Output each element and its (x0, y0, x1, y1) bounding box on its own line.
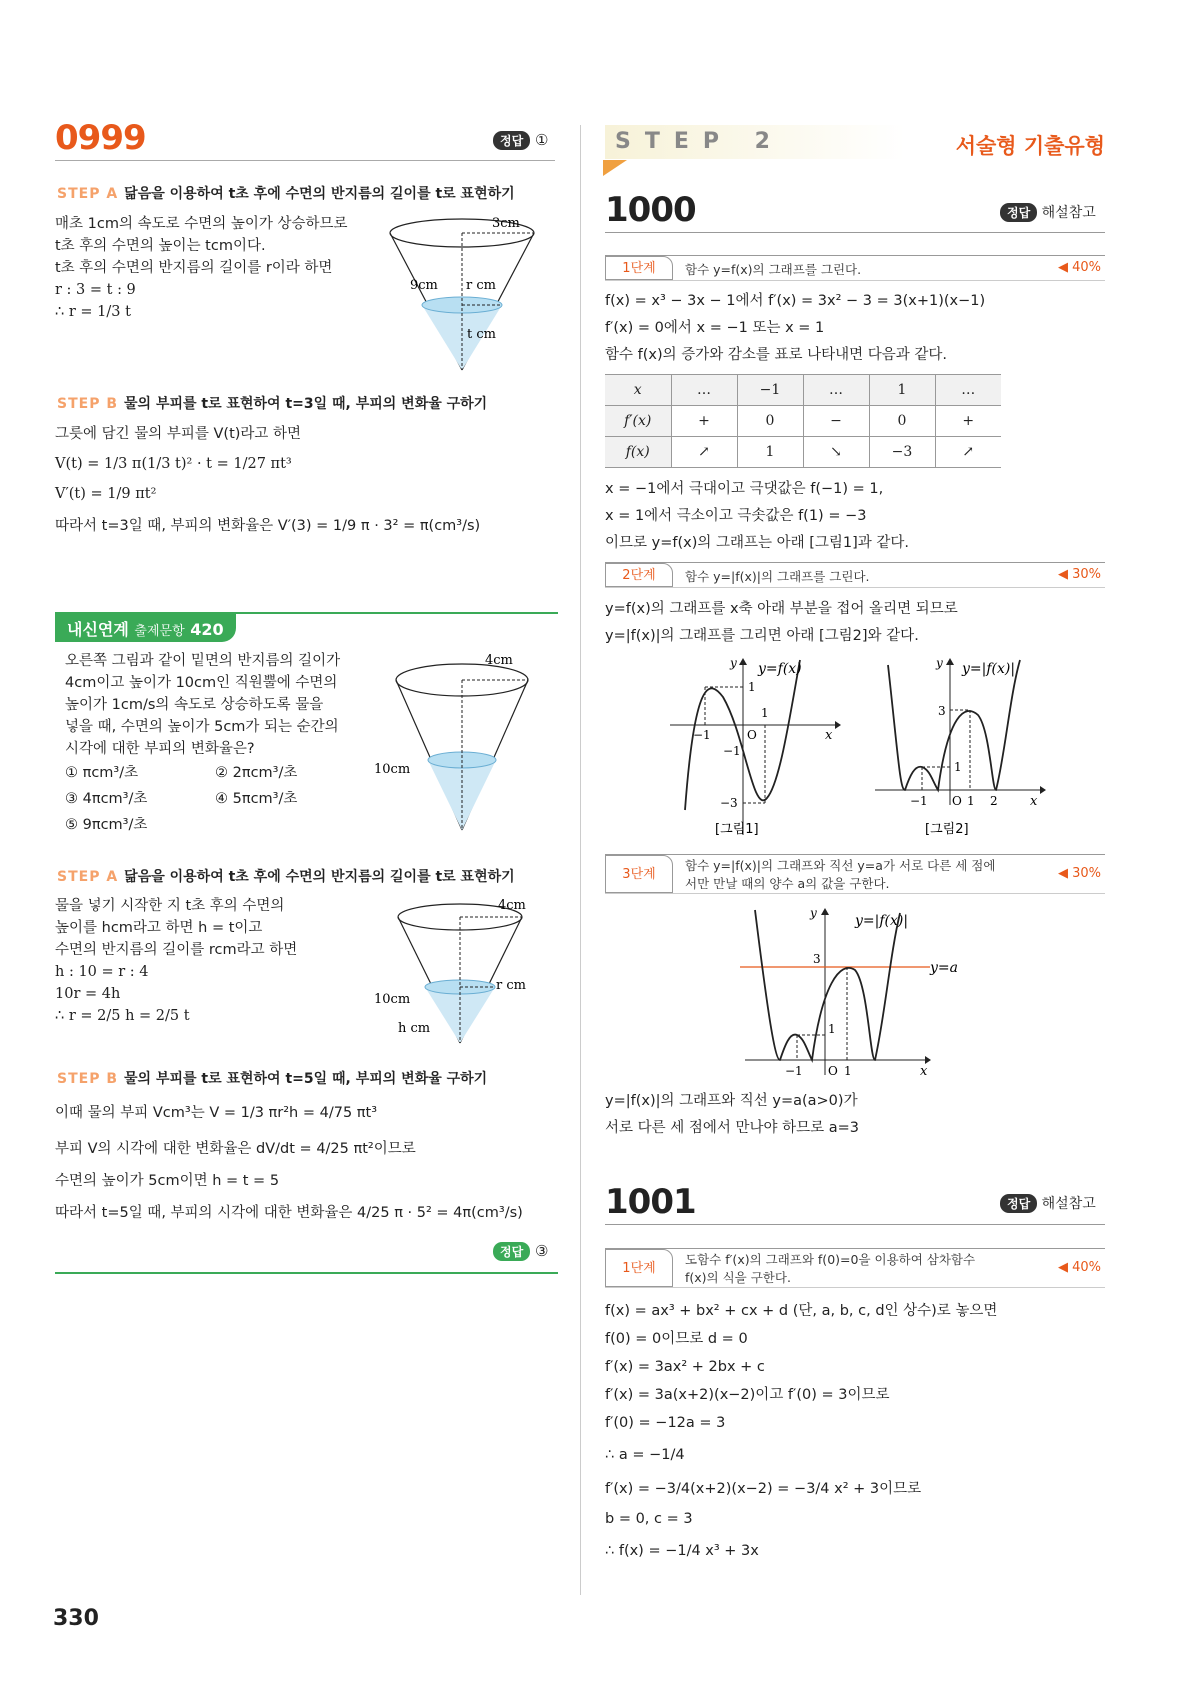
svg-text:y=|f(x)|: y=|f(x)| (962, 661, 1016, 677)
svg-text:1: 1 (954, 760, 962, 774)
header-flag-icon (603, 160, 629, 178)
svg-text:x: x (825, 728, 833, 743)
naesin-step-b-heading: STEP B 물의 부피를 t로 표현하여 t=5일 때, 부피의 변화율 구하기 (57, 1071, 488, 1087)
svg-text:x: x (920, 1064, 928, 1079)
svg-text:[그림1]: [그림1] (715, 822, 759, 837)
answer-choices (65, 762, 365, 836)
svg-text:1: 1 (748, 680, 756, 694)
solution-block-1: 매초 1cm의 속도로 수면의 높이가 상승하므로 t초 후의 수면의 높이는 tcm이다. t초 후의 수면의 반지름의 길이를 r이라 하면 r : 3 = t : 9 ∴ r = 1/3 t (55, 216, 348, 320)
naesin-solution-1: 물을 넣기 시작한 지 t초 후의 수면의 높이를 hcm라고 하면 h = t이고 수면의 반지름의 길이를 rcm라고 하면 h : 10 = r : 4 10r = 4h ∴ r = 2/5 h = 2/5 t (55, 898, 298, 1024)
stage-1001-1: 1단계 도함수 f′(x)의 그래프와 f(0)=0을 이용하여 삼차함수 f(x)의 식을 구한다. ◀ 40% (605, 1248, 1105, 1288)
problem-number-0999: 0999 (55, 118, 146, 158)
naesin-answer-badge: 정답 ③ (493, 1242, 548, 1261)
svg-text:−1: −1 (723, 744, 741, 758)
svg-text:O: O (828, 1064, 838, 1078)
svg-text:10cm: 10cm (374, 992, 411, 1007)
svg-text:[그림2]: [그림2] (925, 822, 969, 837)
extrema-lines: x = −1에서 극대이고 극댓값은 f(−1) = 1, x = 1에서 극소이고 극솟값은 f(1) = −3 이므로 y=f(x)의 그래프는 아래 [그림1]과 같다. (605, 481, 910, 551)
sign-table: x … −1 … 1 … f′(x) + 0 − 0 + f(x) ↗ 1 ↘ −3 ↗ (605, 374, 1001, 468)
page-number: 330 (53, 1606, 99, 1631)
naesin-banner: 내신연계 출제문항 420 (55, 614, 236, 642)
answer-badge-1000: 정답 해설참고 (1000, 202, 1096, 222)
svg-text:3cm: 3cm (492, 216, 520, 231)
stage1-lines: f(x) = x³ − 3x − 1에서 f′(x) = 3x² − 3 = 3(x+1)(x−1) f′(x) = 0에서 x = −1 또는 x = 1 함수 f(x)의 증가와 감소를 표로 나타내면 다음과 같다. (605, 293, 986, 363)
problem-number-1001: 1001 (605, 1182, 696, 1222)
svg-text:y: y (810, 906, 817, 920)
stage2-lines: y=f(x)의 그래프를 x축 아래 부분을 접어 올리면 되므로 y=|f(x)|의 그래프를 그리면 아래 [그림2]와 같다. (605, 601, 958, 644)
cone-figure-3 (370, 895, 550, 1045)
svg-text:−1: −1 (785, 1064, 803, 1078)
stage-2: 2단계 함수 y=|f(x)|의 그래프를 그린다. ◀ 30% (605, 562, 1105, 588)
step2-header: STEP 2 서술형 기출유형 (605, 125, 1105, 159)
svg-text:1: 1 (967, 794, 975, 808)
choice-4[interactable]: ④ 5πcm³/초 (215, 791, 298, 807)
stage-1: 1단계 함수 y=f(x)의 그래프를 그린다. ◀ 40% (605, 255, 1105, 281)
svg-text:O: O (952, 794, 962, 808)
svg-text:3: 3 (938, 704, 946, 718)
svg-text:4cm: 4cm (485, 653, 513, 668)
svg-text:−1: −1 (693, 728, 711, 742)
svg-text:y: y (936, 656, 943, 670)
stage-3: 3단계 함수 y=|f(x)|의 그래프와 직선 y=a가 서로 다른 세 점에 서만 만날 때의 양수 a의 값을 구한다. ◀ 30% (605, 854, 1105, 894)
naesin-question: 오른쪽 그림과 같이 밑면의 반지름의 길이가 4cm이고 높이가 10cm인 직원뿔에 수면의 높이가 1cm/s의 속도로 상승하도록 물을 넣을 때, 수면의 높이가 5cm가 되는 순간의 시각에 대한 부피의 변화율은? (65, 653, 341, 757)
svg-text:y: y (730, 656, 737, 670)
naesin-step-a-heading: STEP A 닮음을 이용하여 t초 후에 수면의 반지름의 길이를 t로 표현하기 (57, 869, 515, 885)
svg-text:9cm: 9cm (410, 278, 438, 293)
stage3-lines: y=|f(x)|의 그래프와 직선 y=a(a>0)가 서로 다른 세 점에서 만나야 하므로 a=3 (605, 1093, 860, 1136)
svg-text:10cm: 10cm (374, 762, 411, 777)
graph-1 (665, 655, 845, 840)
svg-text:y=|f(x)|: y=|f(x)| (855, 913, 909, 929)
svg-text:1: 1 (761, 706, 769, 720)
solution-block-2: 그릇에 담긴 물의 부피를 V(t)라고 하면 V(t) = 1/3 π(1/3 t)² · t = 1/27 πt³ V′(t) = 1/9 πt² 따라서 t=3일 때, 부피의 변화율은 V′(3) = 1/9 π · 3² = π(cm³/s) (55, 426, 481, 534)
1001-solution: f(x) = ax³ + bx² + cx + d (단, a, b, c, d인 상수)로 놓으면 f(0) = 0이므로 d = 0 f′(x) = 3ax² + 2bx + c f′(x) = 3a(x+2)(x−2)이고 f′(0) = 3이므로 f′(0) = −12a = 3 ∴ a = −1/4 f′(x) = −3/4(x+2)(x−2) = −3/4 x² + 3이므로 b = 0, c = 3 ∴ f(x) = −1/4 x³ + 3x (605, 1303, 998, 1559)
svg-text:1: 1 (828, 1022, 836, 1036)
choice-2[interactable]: ② 2πcm³/초 (215, 765, 298, 781)
cone-figure-1 (382, 215, 542, 375)
choice-3[interactable]: ③ 4πcm³/초 (65, 791, 148, 807)
svg-text:r cm: r cm (496, 978, 526, 993)
answer-badge: 정답 ① (493, 131, 548, 150)
svg-text:y=f(x): y=f(x) (758, 661, 802, 677)
svg-text:y=a: y=a (930, 960, 958, 976)
graph-2 (870, 655, 1060, 840)
problem-number-1000: 1000 (605, 190, 696, 230)
svg-text:3: 3 (813, 952, 821, 966)
choice-5[interactable]: ⑤ 9πcm³/초 (65, 817, 148, 833)
svg-text:x: x (1030, 794, 1038, 809)
answer-badge-1001: 정답 해설참고 (1000, 1193, 1096, 1213)
svg-text:O: O (747, 728, 757, 742)
svg-text:4cm: 4cm (498, 898, 526, 913)
graph-3 (740, 905, 980, 1080)
svg-text:h cm: h cm (398, 1021, 431, 1036)
choice-1[interactable]: ① πcm³/초 (65, 765, 139, 781)
svg-text:2: 2 (990, 794, 998, 808)
svg-text:t cm: t cm (467, 327, 496, 342)
cone-figure-2 (370, 650, 550, 835)
step-b-heading: STEP B 물의 부피를 t로 표현하여 t=3일 때, 부피의 변화율 구하기 (57, 396, 488, 412)
svg-text:−3: −3 (720, 796, 738, 810)
step-a-heading: STEP A 닮음을 이용하여 t초 후에 수면의 반지름의 길이를 t로 표현하기 (57, 186, 515, 202)
naesin-solution-2: 이때 물의 부피 Vcm³는 V = 1/3 πr²h = 4/75 πt³ 부피 V의 시각에 대한 변화율은 dV/dt = 4/25 πt²이므로 수면의 높이가 5cm이면 h = t = 5 따라서 t=5일 때, 부피의 시각에 대한 변화율은 4/25 π · 5² = 4π(cm³/s) (55, 1105, 523, 1221)
svg-text:−1: −1 (910, 794, 928, 808)
svg-text:r cm: r cm (466, 278, 496, 293)
svg-text:1: 1 (844, 1064, 852, 1078)
